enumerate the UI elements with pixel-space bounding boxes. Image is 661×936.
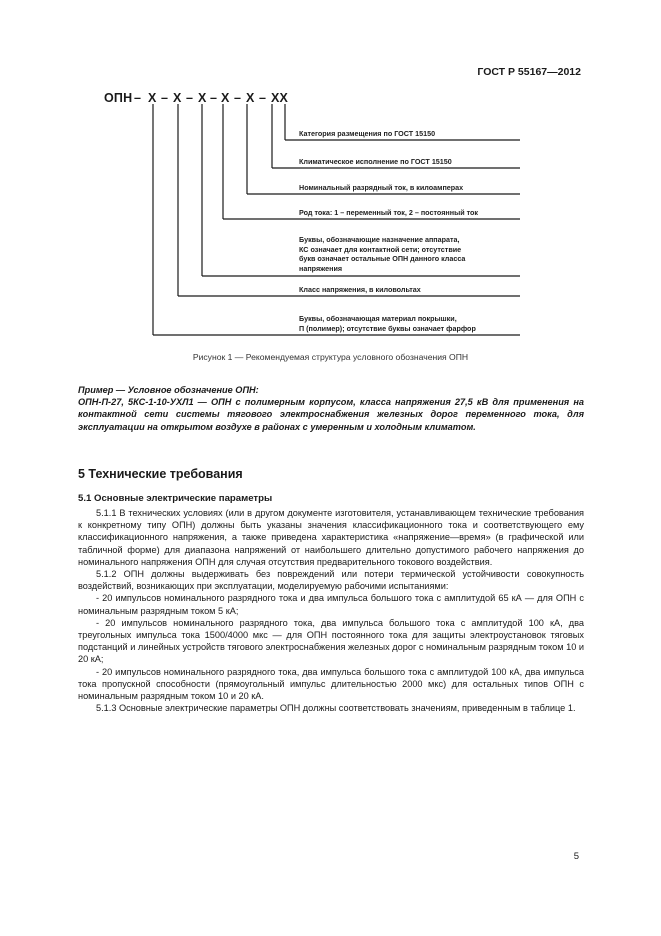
code-part: Х (246, 91, 255, 105)
paragraph: 5.1.3 Основные электрические параметры ОПН должны соответствовать значениям, приведенным в таблице 1. (96, 703, 576, 714)
label-purpose-letters: Буквы, обозначающие назначение аппарата, КС означает для контактной сети; отсутствие букв означает остальные ОПН данного класса напряжения (299, 235, 466, 273)
label-climatic-version: Климатическое исполнение по ГОСТ 15150 (299, 157, 452, 166)
example-text: ОПН-П-27, 5КС-1-10-УХЛ1 — ОПН с полимерным корпусом, класса напряжения 27,5 кВ для применения на контактной сети системы тягового электроснабжения железных дорог переменного тока, для эксплуатации на открытом воздухе в районах с умеренным и холодным климатом. (78, 397, 584, 432)
code-part: ХХ (271, 91, 289, 105)
list-item: - 20 импульсов номинального разрядного тока, два импульса большого тока с амплитудой 100 кА, два импульса тока пропускной способности (прямоугольный импульс длительностью 2000 мкс) для остальных типов ОПН с номинальным разрядным током 10 и 20 кА. (78, 666, 584, 702)
list-item: - 20 импульсов номинального разрядного тока и два импульса большого тока с амплитудой 65 кА — для ОПН с номинальным разрядным током 5 кА; (78, 593, 584, 616)
code-part: Х (173, 91, 182, 105)
label-housing-material: Буквы, обозначающая материал покрышки, П (полимер); отсутствие буквы означает фарфор (299, 314, 476, 333)
paragraph: 5.1.2 ОПН должны выдерживать без повреждений или потери термической устойчивости совокупность воздействий, возникающих при эксплуатации, моделируемую рабочими испытаниями: (78, 569, 584, 592)
code-prefix: ОПН (104, 91, 133, 105)
list-item: - 20 импульсов номинального разрядного тока, два импульса большого тока с амплитудой 100 кА, два треугольных импульса тока 1500/4000 мкс — для ОПН постоянного тока для защиты электроустановок тяговых подстанций и линейных устройств тягового электроснабжения железных дорог с номинальным разрядным током 10 и 20 кА; (78, 617, 584, 665)
subsection-heading: 5.1 Основные электрические параметры (78, 493, 273, 504)
code-dash: – (259, 91, 267, 105)
code-dash: – (186, 91, 194, 105)
code-dash: – (234, 91, 242, 105)
example-title: Пример — Условное обозначение ОПН: (78, 385, 259, 395)
code-dash: – (134, 91, 142, 105)
label-rated-discharge-current: Номинальный разрядный ток, в килоамперах (299, 183, 464, 192)
code-part: Х (148, 91, 157, 105)
label-placement-category: Категория размещения по ГОСТ 15150 (299, 129, 436, 138)
code-part: Х (221, 91, 230, 105)
example-block (78, 384, 584, 433)
label-current-type: Род тока: 1 – переменный ток, 2 – постоянный ток (299, 208, 479, 217)
requirements-text (78, 507, 584, 714)
document-header: ГОСТ Р 55167—2012 (477, 66, 581, 78)
code-dash: – (210, 91, 218, 105)
figure-caption: Рисунок 1 — Рекомендуемая структура условного обозначения ОПН (192, 352, 469, 362)
label-voltage-class: Класс напряжения, в киловольтах (299, 285, 421, 294)
section-heading: 5 Технические требования (78, 467, 243, 481)
paragraph: 5.1.1 В технических условиях (или в другом документе изготовителя, устанавливающем технические требования к конкретному типу ОПН) должны быть указаны значения классификационного тока и соответствующего ему классификационного напряжения, а также приведена характеристика «напряжение—время» (в графической или табличной форме) для диапазона напряжений от наибольшего длительно допустимого рабочего напряжения до номинального напряжения ОПН для случая отсутствия предварительного токового воздействия. (78, 508, 584, 567)
designation-structure-diagram (0, 0, 661, 345)
code-dash: – (161, 91, 169, 105)
page-number: 5 (573, 851, 579, 862)
code-part: Х (198, 91, 207, 105)
